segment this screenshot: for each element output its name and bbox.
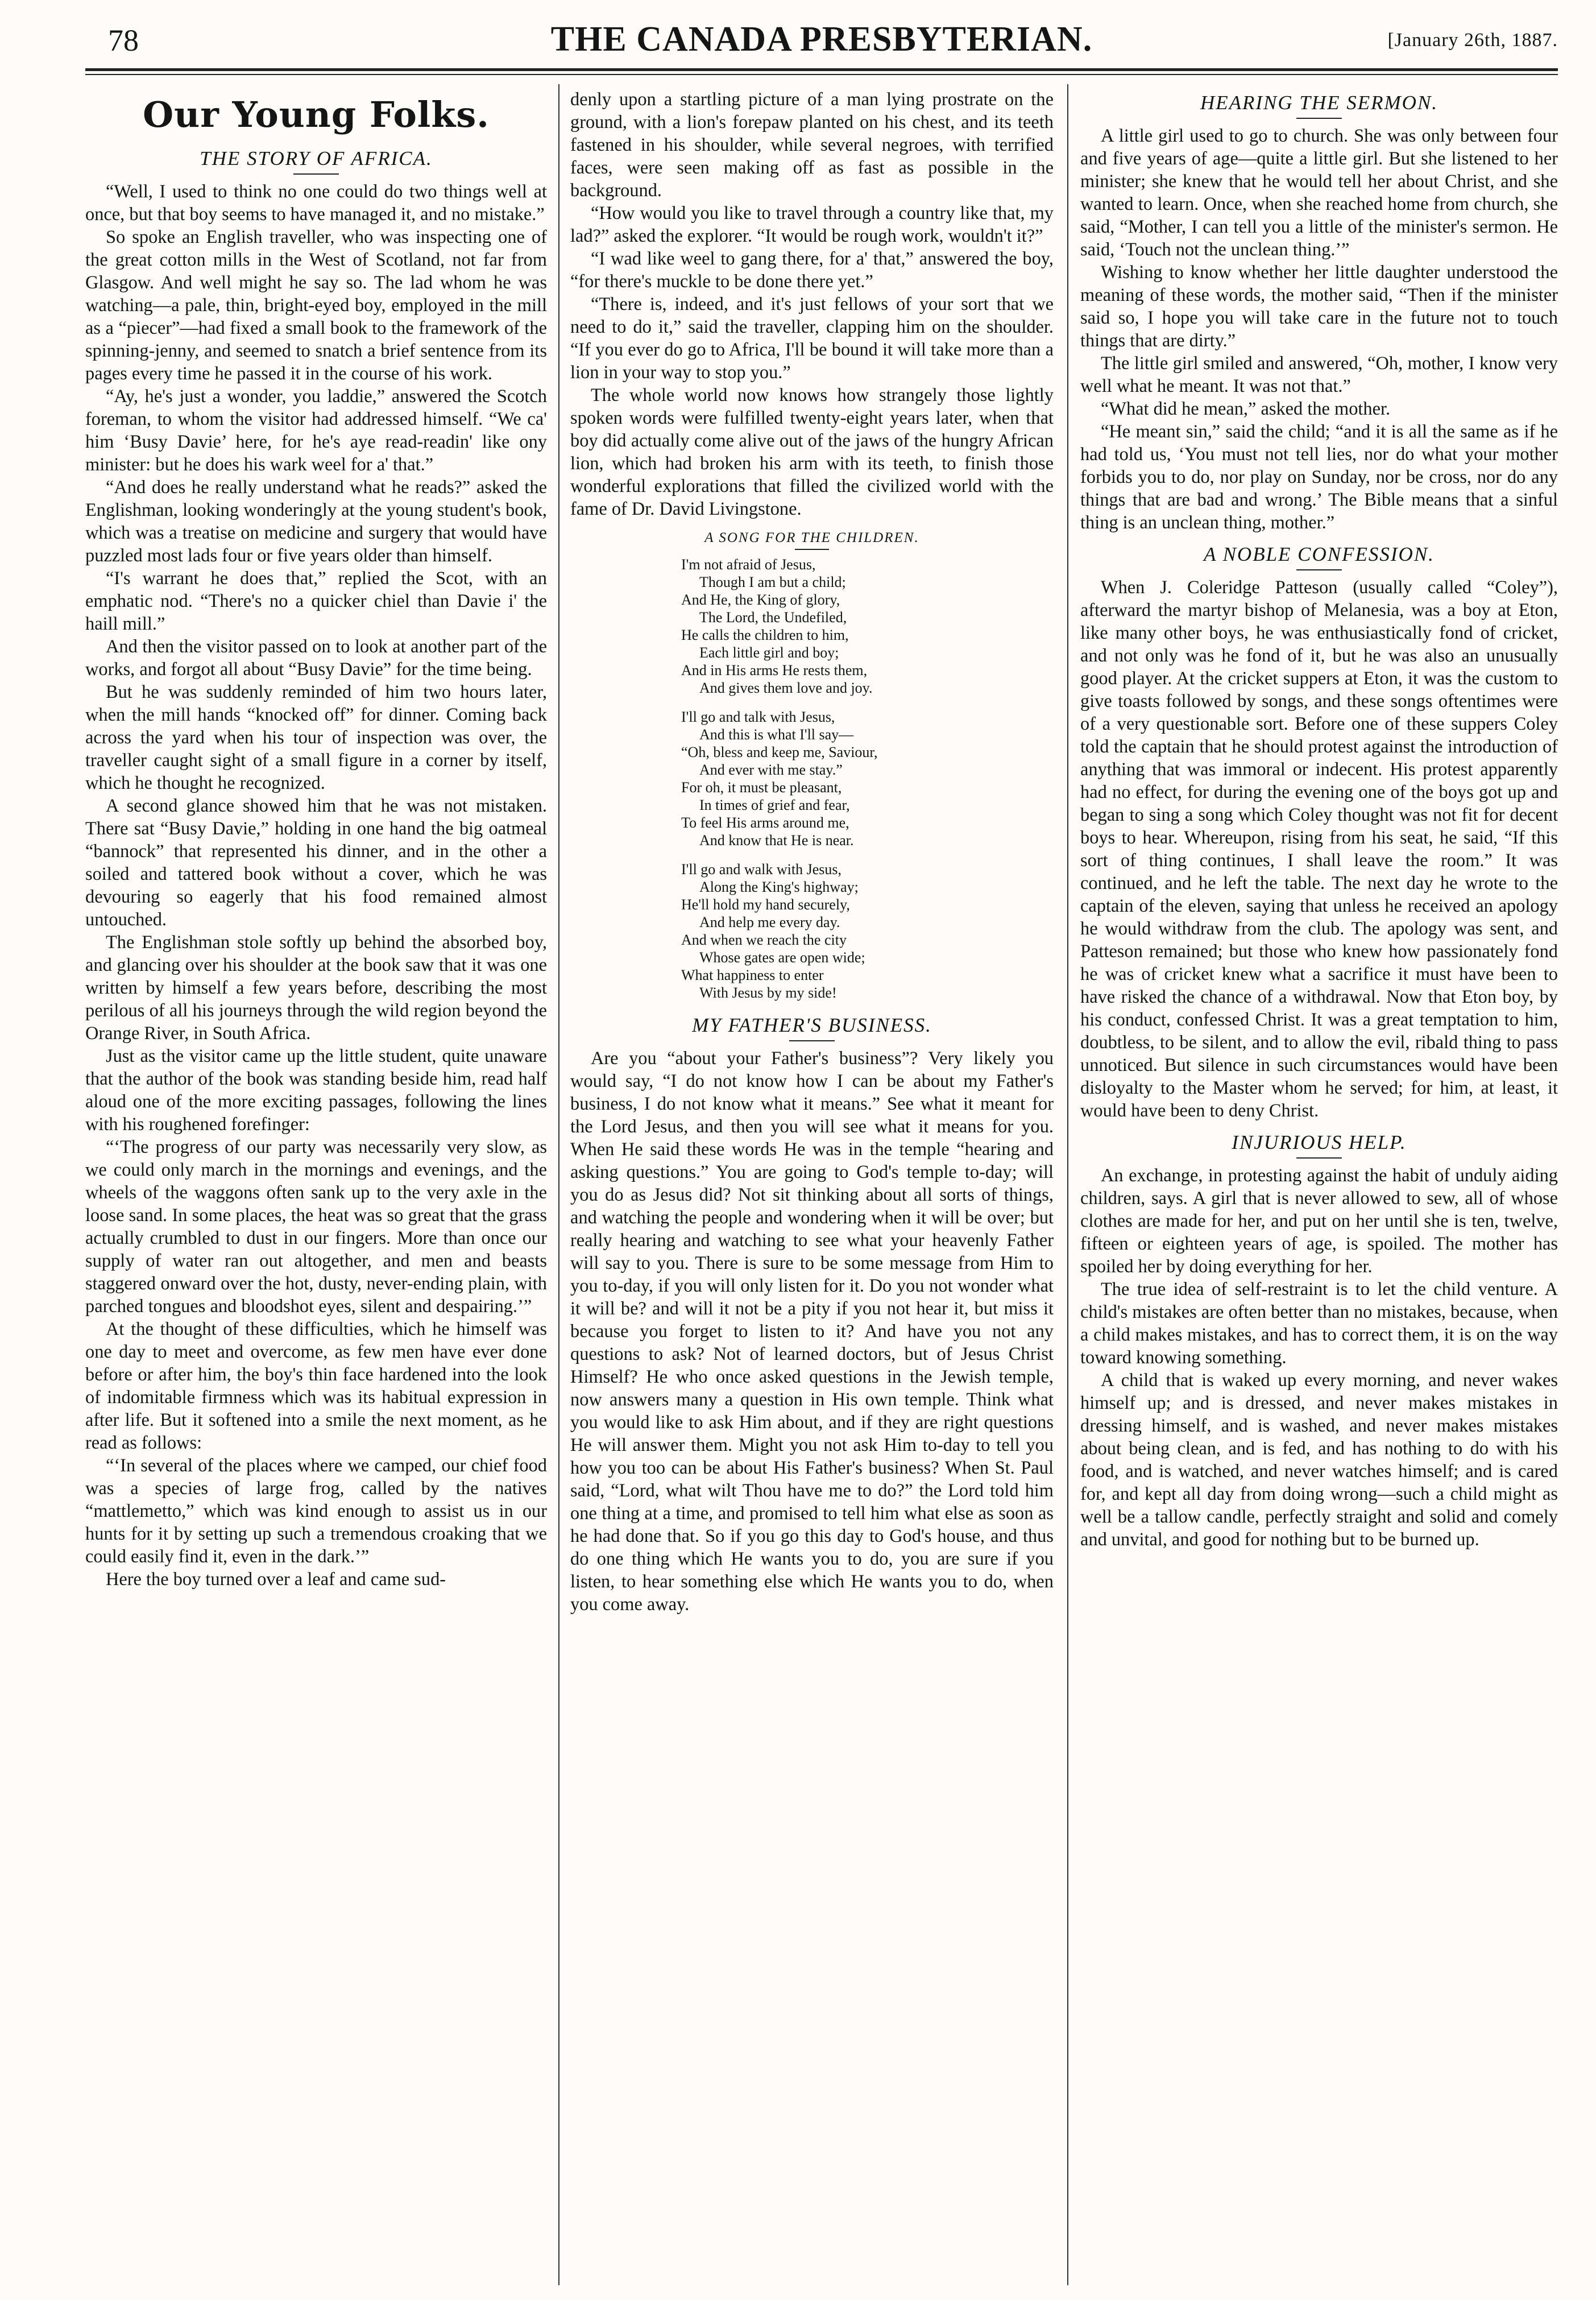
poem-line: The Lord, the Undefiled, — [699, 609, 847, 626]
paragraph: So spoke an English traveller, who was inspecting one of the great cotton mills in the West of Scotland, not far from Glasgow. And well might he say so. The lad whom he was watching—a pale, thin, bright-eyed boy, employed in the mill as a “piecer”—had fixed a small book to the framework of the spinning-jenny, and seemed to snatch a brief sentence from its pages every time he passed it in the course of his work. — [85, 227, 547, 384]
paragraph: “Ay, he's just a wonder, you laddie,” answered the Scotch foreman, to whom the visitor had addressed himself. “We ca' him ‘Busy Davie’ here, for he's aye read-readin' like ony minister: but he does his wark weel for a' that.” — [85, 386, 547, 475]
poem-line: I'm not afraid of Jesus, — [681, 556, 816, 573]
paragraph: “‘The progress of our party was necessarily very slow, as we could only march in the mornings and evenings, and the wheels of the waggons often sank up to the very axle in the loose sand. In some places, the heat was so great that the grass actually crumbled to dust in our fingers. More than once our supply of water ran out altogether, and men and beasts staggered onward over the hot, dusty, never-ending plain, with parched tongues and bloodshot eyes, silent and despairing.’” — [85, 1137, 547, 1317]
title-dash — [795, 549, 829, 550]
poem-line: He calls the children to him, — [681, 627, 849, 643]
title-dash — [1296, 1157, 1342, 1159]
paragraph: A second glance showed him that he was not mistaken. There sat “Busy Davie,” holding in one hand the big oatmeal “bannock” that represented his dinner, and in the other a soiled and tattered book without a cover, which he was devouring so eagerly that his food remained almost untouched. — [85, 796, 547, 930]
story-body — [85, 180, 547, 1591]
story-body — [570, 1047, 1054, 1616]
story-title: A NOBLE CONFESSION. — [1204, 543, 1435, 565]
paragraph: But he was suddenly reminded of him two hours later, when the mill hands “knocked off” for dinner. Coming back across the yard when his tour of inspection was over, the traveller caught sight of a small figure in a corner by itself, which he thought he recognized. — [85, 682, 547, 793]
header-rule-thick — [85, 68, 1558, 71]
poem-line: I'll go and walk with Jesus, — [681, 861, 841, 878]
poem-line: Each little girl and boy; — [699, 644, 839, 661]
story-title: THE STORY OF AFRICA. — [200, 147, 433, 169]
paragraph: “Well, I used to think no one could do two things well at once, but that boy seems to have managed it, and no mistake.” — [85, 181, 547, 225]
paragraph: “What did he mean,” asked the mother. — [1101, 399, 1391, 419]
paragraph: denly upon a startling picture of a man lying prostrate on the ground, with a lion's forepaw planted on his chest, and its teeth fastened in his shoulder, while several negroes, with terrified faces, were seen making off as fast as possible in the background. — [570, 89, 1054, 201]
paragraph: “He meant sin,” said the child; “and it is all the same as if he had told us, ‘You must not tell lies, nor do what your mother forbids you to do, nor play on Sunday, nor be cross, nor do any things that are bad and wrong.’ The Bible means that a sinful thing is an unclean thing, mother.” — [1080, 421, 1558, 533]
story-continuation — [570, 88, 1054, 520]
title-dash — [293, 173, 339, 175]
header-rule-thin — [85, 74, 1558, 75]
poem-line: And in His arms He rests them, — [681, 662, 868, 679]
poem-stanza — [681, 556, 1054, 697]
paragraph: The whole world now knows how strangely those lightly spoken words were fulfilled twenty-eight years later, when that boy did actually come alive out of the jaws of the hungry African lion, which had broken his arm with its teeth, to finish those wonderful explorations that filled the civilized world with the fame of Dr. David Livingstone. — [570, 385, 1054, 519]
issue-date: [January 26th, 1887. — [1387, 30, 1558, 51]
poem-line: “Oh, bless and keep me, Saviour, — [681, 744, 878, 760]
poem-line: And this is what I'll say— — [699, 726, 854, 743]
poem-line: With Jesus by my side! — [699, 984, 837, 1001]
poem-line: And ever with me stay.” — [699, 762, 843, 778]
poem-line: And gives them love and joy. — [699, 680, 873, 696]
column-2 — [570, 88, 1054, 2286]
poem-title: A SONG FOR THE CHILDREN. — [704, 530, 919, 545]
poem-line: Whose gates are open wide; — [699, 949, 865, 966]
poem-line: In times of grief and fear, — [699, 797, 850, 813]
paragraph: “‘In several of the places where we camped, our chief food was a species of large frog, called by the natives “mattlemetto,” which was kind enough to assist us in our hunts for it by setting up such a tremendous croaking that we could easily find it, even in the dark.’” — [85, 1455, 547, 1567]
title-dash — [789, 1040, 835, 1041]
poem-stanza — [681, 708, 1054, 849]
poem-line: He'll hold my hand securely, — [681, 896, 850, 913]
page-header — [85, 17, 1558, 68]
poem — [570, 528, 1054, 1002]
section-heading: Our Young Folks. — [143, 94, 490, 135]
poem-line: And when we reach the city — [681, 932, 847, 948]
paragraph: A little girl used to go to church. She was only between four and five years of age—quite a little girl. But she listened to her minister; she knew that he would tell her about Christ, and she wanted to learn. Once, when she reached home from church, she said, “Mother, I can tell you a little of the minister's sermon. He said, ‘Touch not the unclean thing.’” — [1080, 126, 1558, 260]
poem-stanzas — [570, 556, 1054, 1002]
story-title: HEARING THE SERMON. — [1200, 92, 1439, 114]
paragraph: “How would you like to travel through a country like that, my lad?” asked the explorer. “It would be rough work, wouldn't it?” — [570, 203, 1054, 246]
paragraph: The Englishman stole softly up behind the absorbed boy, and glancing over his shoulder at the book saw that it was one written by himself a few years before, describing the most perilous of all his journeys through the wild region beyond the Orange River, in South Africa. — [85, 932, 547, 1044]
poem-line: For oh, it must be pleasant, — [681, 779, 842, 796]
paragraph: “I's warrant he does that,” replied the Scot, with an emphatic nod. “There's no a quicker chiel than Davie i' the haill mill.” — [85, 568, 547, 634]
paragraph: An exchange, in protesting against the habit of unduly aiding children, says. A girl that is never allowed to sew, all of whose clothes are made for her, and put on her until she is ten, twelve, fifteen or eighteen years of age, is spoiled. The mother has spoiled her by doing everything for her. — [1080, 1165, 1558, 1277]
poem-line: Though I am but a child; — [699, 574, 846, 590]
column-divider — [1067, 84, 1068, 2285]
paragraph: “I wad like weel to gang there, for a' that,” answered the boy, “for there's muckle to be done there yet.” — [570, 249, 1054, 292]
poem-line: I'll go and talk with Jesus, — [681, 709, 835, 725]
paragraph: “And does he really understand what he reads?” asked the Englishman, looking wonderingly at the young student's book, which was a treatise on medicine and surgery that would have puzzled most lads four or five years older than himself. — [85, 477, 547, 566]
title-dash — [1296, 569, 1342, 570]
story-title: INJURIOUS HELP. — [1232, 1131, 1407, 1153]
paragraph: Are you “about your Father's business”? Very likely you would say, “I do not know how I can be about my Father's business, I do not know what it means.” See what it meant for the Lord Jesus, and then you will see what it means for you. When He said these words He was in the temple “hearing and asking questions.” You are going to God's temple to-day; will you do as Jesus did? Not sit thinking about all sorts of things, and watching the people and wondering when it will be over; but really hearing and watching to see what your heavenly Father will say to you. There is sure to be some message from Him to you to-day, if you will only listen for it. Do you not wonder what it will be? and will it not be a pity if you not hear it, but miss it because you forget to listen to it? And have you not any questions to ask? Not of learned doctors, but of Jesus Christ Himself? He who once asked questions in the Jewish temple, now answers many a question in His own temple. Think what you would like to ask Him about, and if they are right questions He will answer them. Might you not ask Him to-day to tell you how you too can be about His Father's business? When St. Paul said, “Lord, what wilt Thou have me to do?” the Lord told him one thing at a time, and promised to tell him what else as soon as he had done that. So if you go this day to God's house, and thus do one thing which He wants you to do, you are sure if you listen, to hear something else which He wants you to do, when you come away. — [570, 1048, 1054, 1615]
paragraph: A child that is waked up every morning, and never wakes himself up; and is dressed, and never makes mistakes in dressing himself, and is washed, and never makes mistakes about being clean, and is fed, and has nothing to do with his food, and is watched, and never watches himself; and is cared for, and kept all day from doing wrong—such a child might as well be a tallow candle, perfectly straight and solid and comely and unvital, and good for nothing but to be burned up. — [1080, 1370, 1558, 1550]
poem-line: Along the King's highway; — [699, 879, 859, 895]
title-dash — [1296, 118, 1342, 119]
page-number: 78 — [108, 23, 139, 57]
story-body — [1080, 576, 1558, 1122]
paragraph: The true idea of self-restraint is to let the child venture. A child's mistakes are often better than no mistakes, because, when a child makes mistakes, and has to correct them, it is on the way toward knowing something. — [1080, 1279, 1558, 1368]
paragraph: The little girl smiled and answered, “Oh, mother, I know very well what he meant. It was not that.” — [1080, 353, 1558, 396]
column-3 — [1080, 88, 1558, 2286]
masthead-title: THE CANADA PRESBYTERIAN. — [550, 20, 1093, 59]
paragraph: Wishing to know whether her little daughter understood the meaning of these words, the mother said, “Then if the minister said so, I hope you will take care in the future not to touch things that are dirty.” — [1080, 262, 1558, 351]
paragraph: Here the boy turned over a leaf and came sud- — [106, 1569, 446, 1590]
paragraph: “There is, indeed, and it's just fellows of your sort that we need to do it,” said the traveller, clapping him on the shoulder. “If you ever do go to Africa, I'll be bound it will take more than a lion in your way to stop you.” — [570, 294, 1054, 383]
column-1 — [85, 88, 547, 2286]
story-body — [1080, 125, 1558, 534]
poem-line: And know that He is near. — [699, 832, 854, 849]
poem-line: And He, the King of glory, — [681, 591, 840, 608]
poem-line: What happiness to enter — [681, 967, 824, 983]
poem-stanza — [681, 861, 1054, 1002]
paragraph: When J. Coleridge Patteson (usually called “Coley”), afterward the martyr bishop of Melanesia, was a boy at Eton, like many other boys, he was enthusiastically fond of cricket, and not only was he fond of it, but he was also an unusually good player. At the cricket suppers at Eton, it was the custom to give toasts followed by songs, and these songs oftentimes were of a very questionable sort. Before one of these suppers Coley told the captain that he should protest against the introduction of anything that was immoral or indecent. His protest apparently had no effect, for during the evening one of the boys got up and began to sing a song which Coley thought was not fit for decent boys to hear. Whereupon, rising from his seat, he said, “If this sort of thing continues, I shall leave the room.” It was continued, and he left the table. The next day he wrote to the captain of the eleven, saying that unless he received an apology he would withdraw from the club. The apology was sent, and Patteson remained; but those who knew how passionately fond he was of cricket knew what a sacrifice it must have been to have risked the chance of a withdrawal. Now that Eton boy, by his conduct, confessed Christ. It was a great temptation to him, doubtless, to be silent, and to allow the evil, ribald thing to pass unnoticed. But silence in such circumstances would have been disloyalty to the Master whom he served; for him, at least, it would have been to deny Christ. — [1080, 577, 1558, 1121]
poem-line: And help me every day. — [699, 914, 840, 930]
paragraph: And then the visitor passed on to look at another part of the works, and forgot all about “Busy Davie” for the time being. — [85, 636, 547, 680]
poem-line: To feel His arms around me, — [681, 814, 849, 831]
story-title: MY FATHER'S BUSINESS. — [692, 1014, 932, 1036]
paragraph: At the thought of these difficulties, which he himself was one day to meet and overcome, as few men have ever done before or after him, the boy's thin face hardened into the look of indomitable firmness which was its habitual expression in after life. But it softened into a smile the next moment, as he read as follows: — [85, 1319, 547, 1453]
paragraph: Just as the visitor came up the little student, quite unaware that the author of the book was standing beside him, read half aloud one of the more exciting passages, following the lines with his roughened forefinger: — [85, 1046, 547, 1135]
column-divider — [558, 84, 559, 2285]
story-body — [1080, 1164, 1558, 1551]
